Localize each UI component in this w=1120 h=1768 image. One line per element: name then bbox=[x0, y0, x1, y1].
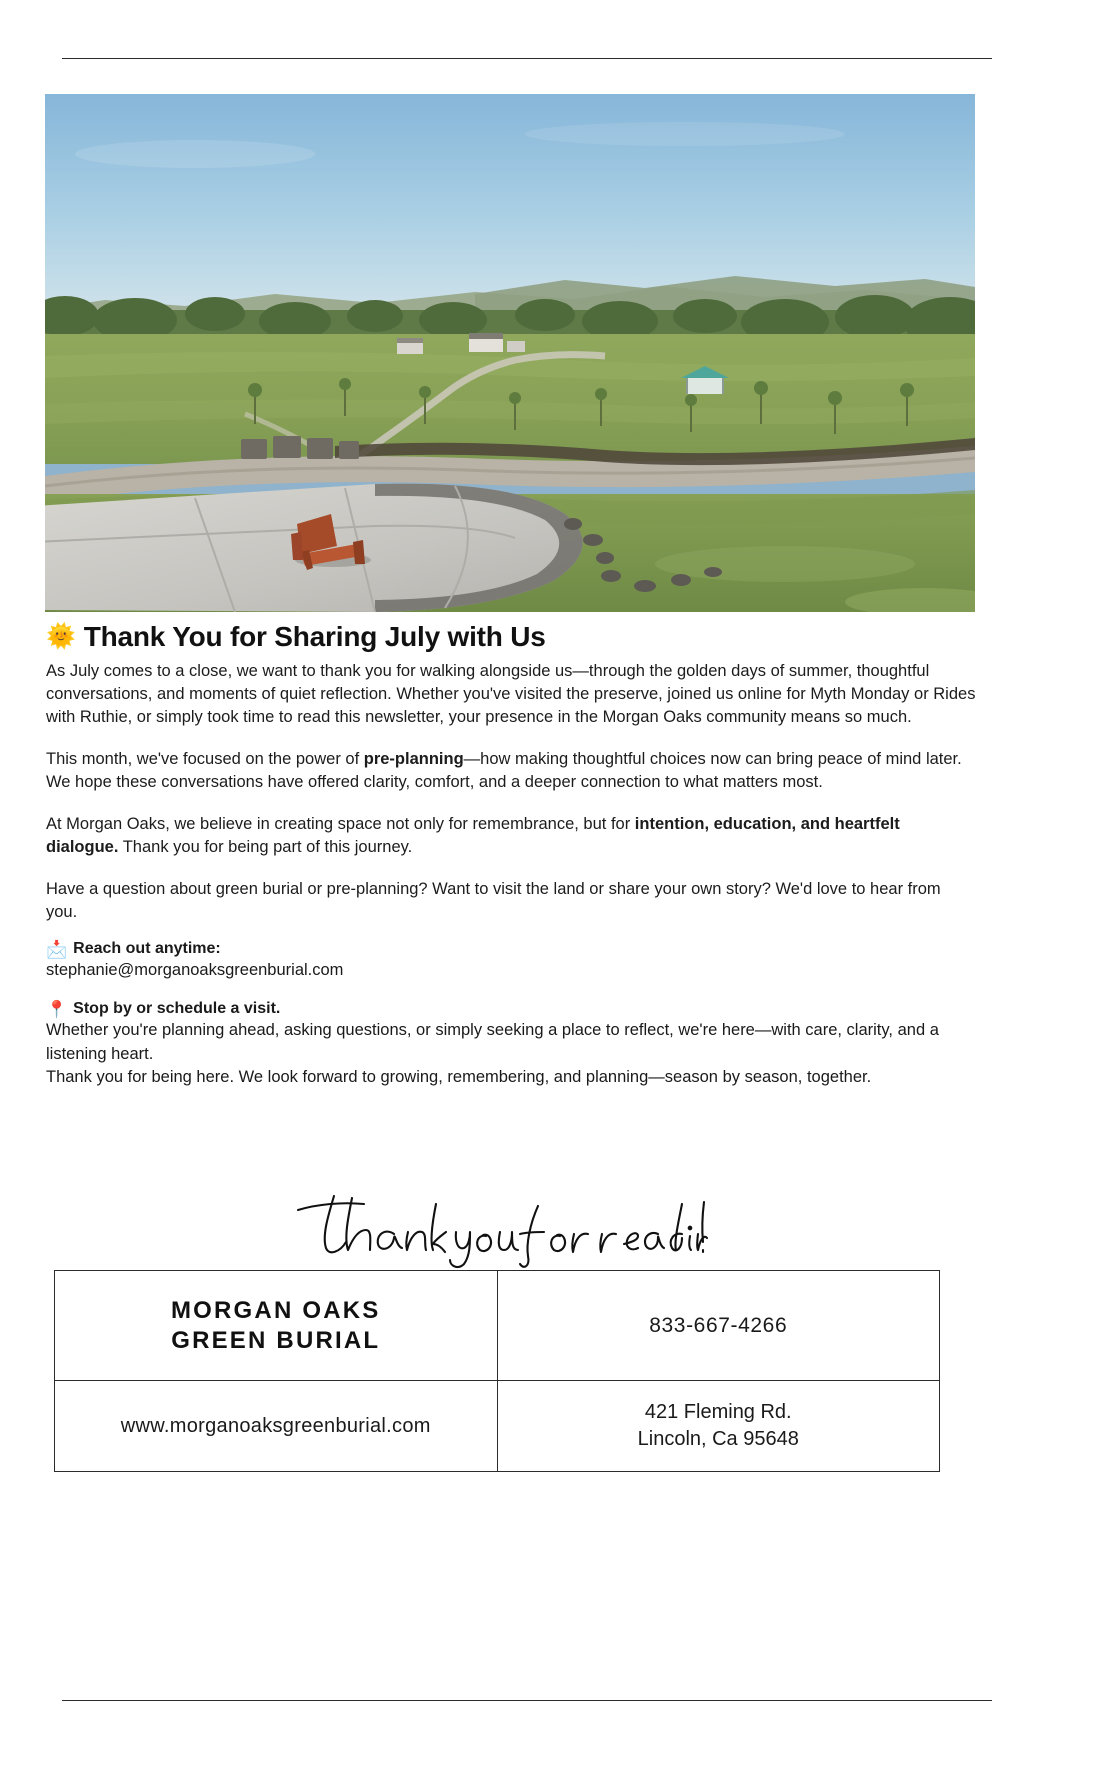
visit-heading-text: Stop by or schedule a visit. bbox=[73, 1000, 281, 1018]
paragraph-3-emphasis: intention, education, and heartfelt dialogue. bbox=[46, 814, 900, 857]
visit-block bbox=[46, 1000, 976, 1089]
paragraph-2-part1: This month, we've focused on the power of bbox=[46, 749, 364, 768]
paragraph-3-part1: At Morgan Oaks, we believe in creating space not only for remembrance, but for bbox=[46, 814, 635, 833]
visit-line-1: Whether you're planning ahead, asking questions, or simply seeking a place to reflect, we're here—with care, clarity, and a listening heart. bbox=[46, 1021, 939, 1063]
contact-email[interactable]: stephanie@morganoaksgreenburial.com bbox=[46, 961, 344, 980]
contact-heading bbox=[46, 940, 976, 958]
footer-contact-table bbox=[54, 1270, 940, 1472]
headline-text: Thank You for Sharing July with Us bbox=[83, 621, 546, 652]
visit-line-2: Thank you for being here. We look forward to growing, remembering, and planning—season by season, together. bbox=[46, 1068, 872, 1087]
paragraph-3-part2: Thank you for being part of this journey. bbox=[118, 838, 413, 857]
page-title bbox=[46, 620, 976, 654]
top-divider bbox=[62, 58, 992, 59]
visit-heading bbox=[46, 1000, 976, 1018]
address-line-1: 421 Fleming Rd. bbox=[644, 1401, 792, 1423]
paragraph-4: Have a question about green burial or pre-planning? Want to visit the land or share your own story? We'd love to hear from you. bbox=[46, 879, 941, 921]
paragraph-1: As July comes to a close, we want to thank you for walking alongside us—through the golden days of summer, thoughtful conversations, and moments of quiet reflection. Whether you've visited the preserve, joined us online for Myth Monday or Rides with Ruthie, or simply took time to read this newsletter, your presence in the Morgan Oaks community means so much. bbox=[46, 661, 976, 727]
signature bbox=[0, 1190, 1000, 1276]
hero-illustration bbox=[45, 94, 975, 612]
brand-cell bbox=[55, 1271, 498, 1381]
contact-block bbox=[46, 940, 976, 982]
table-row bbox=[55, 1381, 940, 1472]
paragraph-2 bbox=[46, 748, 976, 795]
brand-line-1: MORGAN OAKS bbox=[170, 1296, 381, 1324]
paragraph-2-part2: —how making thoughtful choices now can bring peace of mind later. We hope these conversations have offered clarity, comfort, and a deeper connection to what matters most. bbox=[46, 749, 962, 792]
address-cell bbox=[497, 1381, 940, 1472]
hero-image bbox=[45, 94, 975, 612]
article-body bbox=[46, 620, 976, 1090]
phone-cell[interactable]: 833-667-4266 bbox=[497, 1271, 940, 1381]
paragraph-3 bbox=[46, 813, 976, 860]
signature-script bbox=[290, 1190, 710, 1276]
contact-heading-text: Reach out anytime: bbox=[73, 940, 221, 958]
envelope-icon: 📩 bbox=[46, 939, 68, 959]
website-cell[interactable]: www.morganoaksgreenburial.com bbox=[55, 1381, 498, 1472]
bottom-divider bbox=[62, 1700, 992, 1701]
table-row bbox=[55, 1271, 940, 1381]
address-line-2: Lincoln, Ca 95648 bbox=[637, 1428, 799, 1450]
paragraph-2-emphasis: pre-planning bbox=[363, 749, 464, 768]
map-pin-icon: 📍 bbox=[46, 999, 68, 1019]
brand-line-2: GREEN BURIAL bbox=[171, 1326, 381, 1354]
sun-icon: 🌞 bbox=[46, 622, 76, 650]
